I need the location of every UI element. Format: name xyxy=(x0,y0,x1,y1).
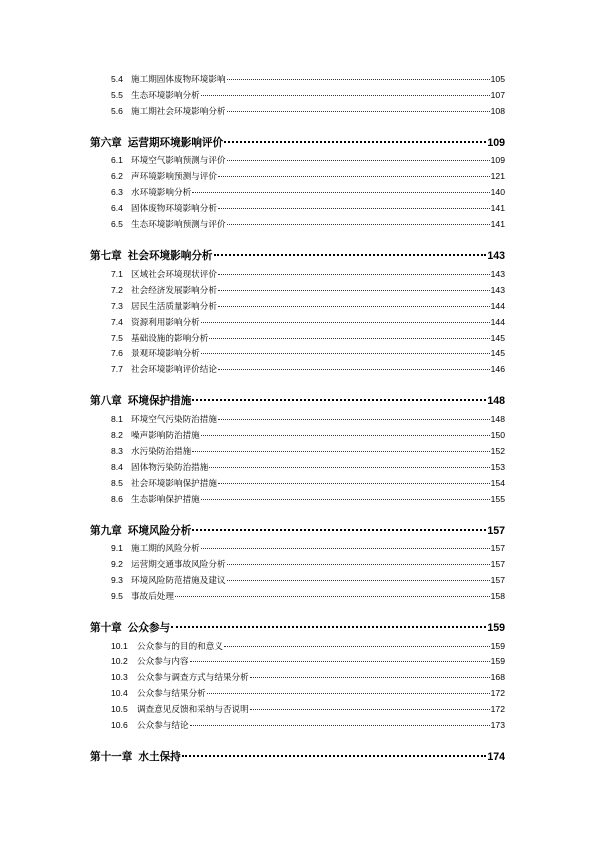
dot-leader xyxy=(218,289,490,291)
dot-leader xyxy=(227,159,490,161)
toc-number: 7.4 xyxy=(111,316,123,327)
toc-number: 8.2 xyxy=(111,429,123,440)
toc-title: 施工期社会环境影响分析 xyxy=(131,106,226,117)
toc-title: 社会经济发展影响分析 xyxy=(131,285,217,296)
dot-leader xyxy=(182,754,487,757)
toc-entry[interactable] xyxy=(111,655,505,669)
toc-title: 调查意见反馈和采纳与否说明 xyxy=(137,705,249,716)
toc-number: 10.3 xyxy=(111,672,128,683)
dot-leader xyxy=(207,692,490,694)
toc-page-number: 143 xyxy=(490,268,505,279)
dot-leader xyxy=(201,321,490,323)
dot-leader xyxy=(201,547,490,549)
dot-leader xyxy=(224,645,490,647)
toc-number: 9.2 xyxy=(111,559,123,570)
dot-leader xyxy=(201,434,490,436)
toc-title: 资源利用影响分析 xyxy=(131,317,200,328)
toc-title: 公众参与结论 xyxy=(137,721,189,732)
dot-leader xyxy=(192,450,489,452)
toc-title: 社会环境影响评价结论 xyxy=(131,365,217,376)
toc-chapter[interactable] xyxy=(90,749,505,765)
toc-page-number: 159 xyxy=(487,622,505,634)
dot-leader xyxy=(224,140,486,143)
toc-page-number: 157 xyxy=(490,559,505,570)
toc-entry[interactable] xyxy=(111,493,505,507)
toc-title: 居民生活质量影响分析 xyxy=(131,301,217,312)
dot-leader xyxy=(227,579,490,581)
toc-title: 公众参与的目的和意义 xyxy=(137,641,223,652)
toc-entry[interactable] xyxy=(111,703,505,717)
dot-leader xyxy=(192,398,486,401)
toc-entry[interactable] xyxy=(111,445,505,459)
toc-page-number: 153 xyxy=(490,461,505,472)
toc-title: 公众参与内容 xyxy=(137,657,189,668)
toc-title: 基础设施的影响分析 xyxy=(131,333,209,344)
toc-entry[interactable] xyxy=(111,687,505,701)
toc-entry[interactable] xyxy=(111,590,505,604)
toc-title: 环境空气污染防治措施 xyxy=(131,414,217,425)
toc-chapter[interactable] xyxy=(90,620,505,636)
dot-leader xyxy=(227,78,490,80)
toc-number: 10.2 xyxy=(111,656,128,667)
toc-page-number: 121 xyxy=(490,171,505,182)
toc-page-number: 172 xyxy=(490,704,505,715)
toc-entry[interactable] xyxy=(111,477,505,491)
toc-entry[interactable] xyxy=(111,429,505,443)
toc-entry[interactable] xyxy=(111,186,505,200)
toc-page-number: 145 xyxy=(490,348,505,359)
toc-number: 10.1 xyxy=(111,640,128,651)
toc-title: 环境风险防范措施及建议 xyxy=(131,576,226,587)
toc-page-number: 109 xyxy=(487,136,505,149)
toc-page-number: 148 xyxy=(487,395,505,408)
toc-number: 6.4 xyxy=(111,203,123,214)
dot-leader xyxy=(201,94,490,96)
toc-page-number: 141 xyxy=(490,203,505,214)
toc-entry[interactable] xyxy=(111,671,505,685)
toc-number: 10.4 xyxy=(111,688,128,699)
toc-entry[interactable] xyxy=(111,574,505,588)
toc-title: 事故后处理 xyxy=(131,592,174,602)
toc-page-number: 159 xyxy=(490,640,505,651)
toc-page-number: 143 xyxy=(487,250,505,263)
dot-leader xyxy=(218,482,490,484)
toc-number: 第九章 xyxy=(90,524,122,537)
toc-number: 5.6 xyxy=(111,105,123,116)
toc-title: 环境保护措施 xyxy=(127,395,192,408)
toc-number: 7.5 xyxy=(111,332,123,343)
toc-page-number: 143 xyxy=(490,284,505,295)
toc-title: 运营期环境影响评价 xyxy=(127,136,224,149)
toc-page-number: 148 xyxy=(490,413,505,424)
toc-page-number: 174 xyxy=(487,751,505,764)
toc-number: 7.2 xyxy=(111,284,123,295)
toc-title: 社会环境影响保护措施 xyxy=(131,478,217,489)
toc-page-number: 152 xyxy=(490,445,505,456)
dot-leader xyxy=(214,253,487,256)
dot-leader xyxy=(175,595,490,597)
toc-entry[interactable] xyxy=(111,347,505,361)
toc-title: 水土保持 xyxy=(138,751,181,764)
toc-page-number: 154 xyxy=(490,477,505,488)
toc-title: 环境风险分析 xyxy=(127,524,192,537)
toc-entry[interactable] xyxy=(111,300,505,314)
toc-entry[interactable] xyxy=(111,558,505,572)
toc-number: 7.3 xyxy=(111,300,123,311)
toc-entry[interactable] xyxy=(111,105,505,119)
toc-title: 公众参与 xyxy=(127,622,171,634)
toc-chapter[interactable] xyxy=(90,248,505,264)
toc-number: 7.6 xyxy=(111,348,123,359)
toc-entry[interactable] xyxy=(111,332,505,346)
toc-number: 6.3 xyxy=(111,187,123,198)
dot-leader xyxy=(218,175,490,177)
toc-entry[interactable] xyxy=(111,461,505,475)
toc-number: 第十一章 xyxy=(90,751,133,764)
toc-entry[interactable] xyxy=(111,284,505,298)
toc-title: 生态环境影响分析 xyxy=(131,90,200,101)
toc-number: 10.5 xyxy=(111,704,128,715)
toc-title: 噪声影响防治措施 xyxy=(131,430,200,441)
toc-title: 景观环境影响分析 xyxy=(131,349,200,360)
toc-title: 固体物污染防治措施 xyxy=(131,462,209,473)
toc-title: 区域社会环境现状评价 xyxy=(131,269,217,280)
dot-leader xyxy=(227,110,490,112)
toc-number: 5.4 xyxy=(111,74,123,84)
toc-number: 9.5 xyxy=(111,591,123,601)
toc-entry[interactable] xyxy=(111,363,505,377)
toc-page-number: 140 xyxy=(490,187,505,198)
toc-title: 运营期交通事故风险分析 xyxy=(131,560,226,571)
dot-leader xyxy=(218,305,490,307)
toc-entry[interactable] xyxy=(111,316,505,330)
toc-chapter[interactable] xyxy=(90,393,505,409)
toc-number: 8.4 xyxy=(111,461,123,472)
toc-entry[interactable] xyxy=(111,170,505,184)
dot-leader xyxy=(171,625,486,628)
toc-number: 第七章 xyxy=(90,250,122,263)
toc-entry[interactable] xyxy=(111,268,505,282)
toc-page-number: 157 xyxy=(490,543,505,554)
toc-page-number: 146 xyxy=(490,364,505,375)
toc-page-number: 105 xyxy=(490,74,505,84)
toc-entry[interactable] xyxy=(111,202,505,216)
toc-page-number: 150 xyxy=(490,429,505,440)
toc-title: 水污染防治措施 xyxy=(131,446,192,457)
toc-number: 6.5 xyxy=(111,219,123,230)
dot-leader xyxy=(218,273,490,275)
dot-leader xyxy=(218,207,490,209)
toc-number: 第六章 xyxy=(90,136,122,149)
dot-leader xyxy=(209,337,489,339)
dot-leader xyxy=(250,676,490,678)
dot-leader xyxy=(201,352,490,354)
toc-entry[interactable] xyxy=(111,89,505,103)
toc-number: 9.1 xyxy=(111,543,123,554)
toc-number: 6.2 xyxy=(111,171,123,182)
toc-page-number: 158 xyxy=(490,591,505,601)
toc-page-number: 157 xyxy=(487,524,505,537)
toc-number: 7.7 xyxy=(111,364,123,375)
toc-page-number: 155 xyxy=(490,493,505,504)
toc-number: 10.6 xyxy=(111,720,128,731)
toc-number: 8.6 xyxy=(111,493,123,504)
dot-leader xyxy=(227,223,490,225)
toc-page-number: 172 xyxy=(490,688,505,699)
toc-chapter[interactable] xyxy=(90,135,505,151)
toc-number: 6.1 xyxy=(111,155,123,166)
toc-page-number: 145 xyxy=(490,332,505,343)
toc-page-number: 173 xyxy=(490,720,505,731)
toc-title: 生态环境影响预测与评价 xyxy=(131,220,226,231)
toc-number: 8.3 xyxy=(111,445,123,456)
toc-page-number: 107 xyxy=(490,89,505,100)
dot-leader xyxy=(190,660,490,662)
dot-leader xyxy=(218,368,490,370)
toc-entry[interactable] xyxy=(111,719,505,733)
toc-page-number: 168 xyxy=(490,672,505,683)
toc-page-number: 108 xyxy=(490,105,505,116)
dot-leader xyxy=(250,708,490,710)
toc-title: 公众参与调查方式与结果分析 xyxy=(137,673,249,684)
toc-title: 水环境影响分析 xyxy=(131,188,192,199)
toc-number: 8.5 xyxy=(111,477,123,488)
toc-title: 生态影响保护措施 xyxy=(131,494,200,505)
toc-entry[interactable] xyxy=(111,413,505,427)
toc-entry[interactable] xyxy=(111,73,505,87)
toc-entry[interactable] xyxy=(111,640,505,654)
toc-number: 第八章 xyxy=(90,395,122,408)
toc-title: 公众参与结果分析 xyxy=(137,689,206,700)
toc-number: 7.1 xyxy=(111,268,123,279)
dot-leader xyxy=(209,466,489,468)
toc-entry[interactable] xyxy=(111,154,505,168)
dot-leader xyxy=(201,498,490,500)
toc-page-number: 109 xyxy=(490,155,505,166)
toc-title: 声环境影响预测与评价 xyxy=(131,172,217,183)
toc-title: 施工期固体废物环境影响 xyxy=(131,75,226,85)
toc-title: 施工期的风险分析 xyxy=(131,544,200,555)
toc-page-number: 159 xyxy=(490,656,505,667)
toc-title: 固体废物环境影响分析 xyxy=(131,204,217,215)
toc-chapter[interactable] xyxy=(90,523,505,539)
toc-entry[interactable] xyxy=(111,542,505,556)
toc-number: 9.3 xyxy=(111,575,123,586)
dot-leader xyxy=(218,418,490,420)
toc-page-number: 157 xyxy=(490,575,505,586)
dot-leader xyxy=(192,528,486,531)
dot-leader xyxy=(192,191,489,193)
toc-page-number: 144 xyxy=(490,316,505,327)
toc-number: 5.5 xyxy=(111,89,123,100)
toc-number: 第十章 xyxy=(90,622,122,634)
toc-page-number: 144 xyxy=(490,300,505,311)
toc-page-number: 141 xyxy=(490,219,505,230)
toc-entry[interactable] xyxy=(111,218,505,232)
toc-title: 环境空气影响预测与评价 xyxy=(131,156,226,167)
dot-leader xyxy=(227,563,490,565)
toc-number: 8.1 xyxy=(111,413,123,424)
toc-title: 社会环境影响分析 xyxy=(127,250,213,263)
dot-leader xyxy=(190,724,490,726)
